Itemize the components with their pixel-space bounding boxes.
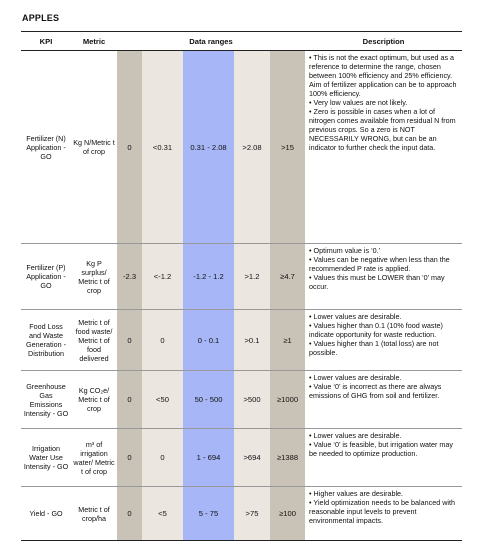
description-cell bbox=[305, 487, 462, 541]
kpi-cell: Fertilizer (N) Application - GO bbox=[21, 51, 71, 244]
metric-cell: Metric t of food waste/ Metric t of food delivered bbox=[71, 310, 117, 371]
description-bullet: • Yield optimization needs to be balanced with reasonable input levels to prevent environmental impacts. bbox=[309, 498, 456, 525]
range-optimal-cell: 1 - 694 bbox=[183, 429, 234, 487]
range-min-cell: 0 bbox=[117, 429, 142, 487]
header-description: Description bbox=[305, 32, 462, 51]
description-bullet: • This is not the exact optimum, but used as a reference to determine the range, chosen between 100% efficiency and 25% efficiency. Aim of fertilizer application can be to approach 100% efficiency. bbox=[309, 53, 457, 98]
range-optimal-cell: 0.31 - 2.08 bbox=[183, 51, 234, 244]
kpi-data-ranges-table bbox=[21, 31, 462, 541]
range-min-cell: -2.3 bbox=[117, 244, 142, 310]
range-high-cell: >500 bbox=[234, 371, 270, 429]
table-row bbox=[21, 487, 462, 541]
description-bullet: • Lower values are desirable. bbox=[309, 373, 402, 382]
description-bullet: • Values can be negative when less than the recommended P rate is applied. bbox=[309, 255, 450, 273]
description-bullet: • Lower values are desirable. bbox=[309, 431, 402, 440]
range-high-cell: >2.08 bbox=[234, 51, 270, 244]
range-max-cell: ≥1388 bbox=[270, 429, 305, 487]
description-cell bbox=[305, 51, 462, 244]
table-row bbox=[21, 310, 462, 371]
range-optimal-cell: 0 - 0.1 bbox=[183, 310, 234, 371]
kpi-cell: Food Loss and Waste Generation - Distribution bbox=[21, 310, 71, 371]
range-low-cell: <-1.2 bbox=[142, 244, 183, 310]
description-bullet: • Value ‘0’ is incorrect as there are always emissions of GHG from soil and fertilizer. bbox=[309, 382, 442, 400]
range-low-cell: <50 bbox=[142, 371, 183, 429]
description-bullet: • Values higher than 0.1 (10% food waste) indicate opportunity for waste reduction. bbox=[309, 321, 443, 339]
range-high-cell: >75 bbox=[234, 487, 270, 541]
range-max-cell: ≥1000 bbox=[270, 371, 305, 429]
table-row bbox=[21, 371, 462, 429]
description-bullet: • Optimum value is ‘0.’ bbox=[309, 246, 381, 255]
metric-cell: Metric t of crop/ha bbox=[71, 487, 117, 541]
range-max-cell: ≥4.7 bbox=[270, 244, 305, 310]
kpi-cell: Fertilizer (P) Application - GO bbox=[21, 244, 71, 310]
range-low-cell: 0 bbox=[142, 429, 183, 487]
header-metric: Metric bbox=[71, 32, 117, 51]
range-max-cell: ≥100 bbox=[270, 487, 305, 541]
table-row bbox=[21, 244, 462, 310]
table-row bbox=[21, 51, 462, 244]
range-high-cell: >694 bbox=[234, 429, 270, 487]
range-min-cell: 0 bbox=[117, 487, 142, 541]
metric-cell: Kg CO₂e/ Metric t of crop bbox=[71, 371, 117, 429]
kpi-cell: Greenhouse Gas Emissions Intensity - GO bbox=[21, 371, 71, 429]
description-cell bbox=[305, 429, 462, 487]
description-bullet: • Zero is possible in cases when a lot of nitrogen comes available from residual N from previous crops. So a zero is NOT NECESSARILY WRONG, but can be an indicator to further check the input data. bbox=[309, 107, 456, 152]
description-bullet: • Lower values are desirable. bbox=[309, 312, 402, 321]
range-min-cell: 0 bbox=[117, 310, 142, 371]
description-cell bbox=[305, 310, 462, 371]
description-bullet: • Higher values are desirable. bbox=[309, 489, 404, 498]
document-title: APPLES bbox=[22, 13, 60, 23]
range-min-cell: 0 bbox=[117, 51, 142, 244]
kpi-cell: Irrigation Water Use Intensity - GO bbox=[21, 429, 71, 487]
description-bullet: • Value ‘0’ is feasible, but irrigation water may be needed to optimize production. bbox=[309, 440, 453, 458]
metric-cell: Kg P surplus/ Metric t of crop bbox=[71, 244, 117, 310]
header-kpi: KPI bbox=[21, 32, 71, 51]
description-bullet: • Values higher than 1 (total loss) are not possible. bbox=[309, 339, 439, 357]
range-low-cell: <5 bbox=[142, 487, 183, 541]
range-optimal-cell: -1.2 - 1.2 bbox=[183, 244, 234, 310]
metric-cell: m³ of irrigation water/ Metric t of crop bbox=[71, 429, 117, 487]
range-min-cell: 0 bbox=[117, 371, 142, 429]
range-high-cell: >0.1 bbox=[234, 310, 270, 371]
metric-cell: Kg N/Metric t of crop bbox=[71, 51, 117, 244]
description-cell bbox=[305, 371, 462, 429]
description-cell bbox=[305, 244, 462, 310]
range-optimal-cell: 50 - 500 bbox=[183, 371, 234, 429]
table-row bbox=[21, 429, 462, 487]
range-low-cell: 0 bbox=[142, 310, 183, 371]
range-high-cell: >1.2 bbox=[234, 244, 270, 310]
range-low-cell: <0.31 bbox=[142, 51, 183, 244]
range-optimal-cell: 5 - 75 bbox=[183, 487, 234, 541]
description-bullet: • Very low values are not likely. bbox=[309, 98, 408, 107]
kpi-cell: Yield - GO bbox=[21, 487, 71, 541]
range-max-cell: >15 bbox=[270, 51, 305, 244]
description-bullet: • Values this must be LOWER than ‘0’ may occur. bbox=[309, 273, 445, 291]
header-data-ranges: Data ranges bbox=[117, 32, 305, 51]
range-max-cell: ≥1 bbox=[270, 310, 305, 371]
